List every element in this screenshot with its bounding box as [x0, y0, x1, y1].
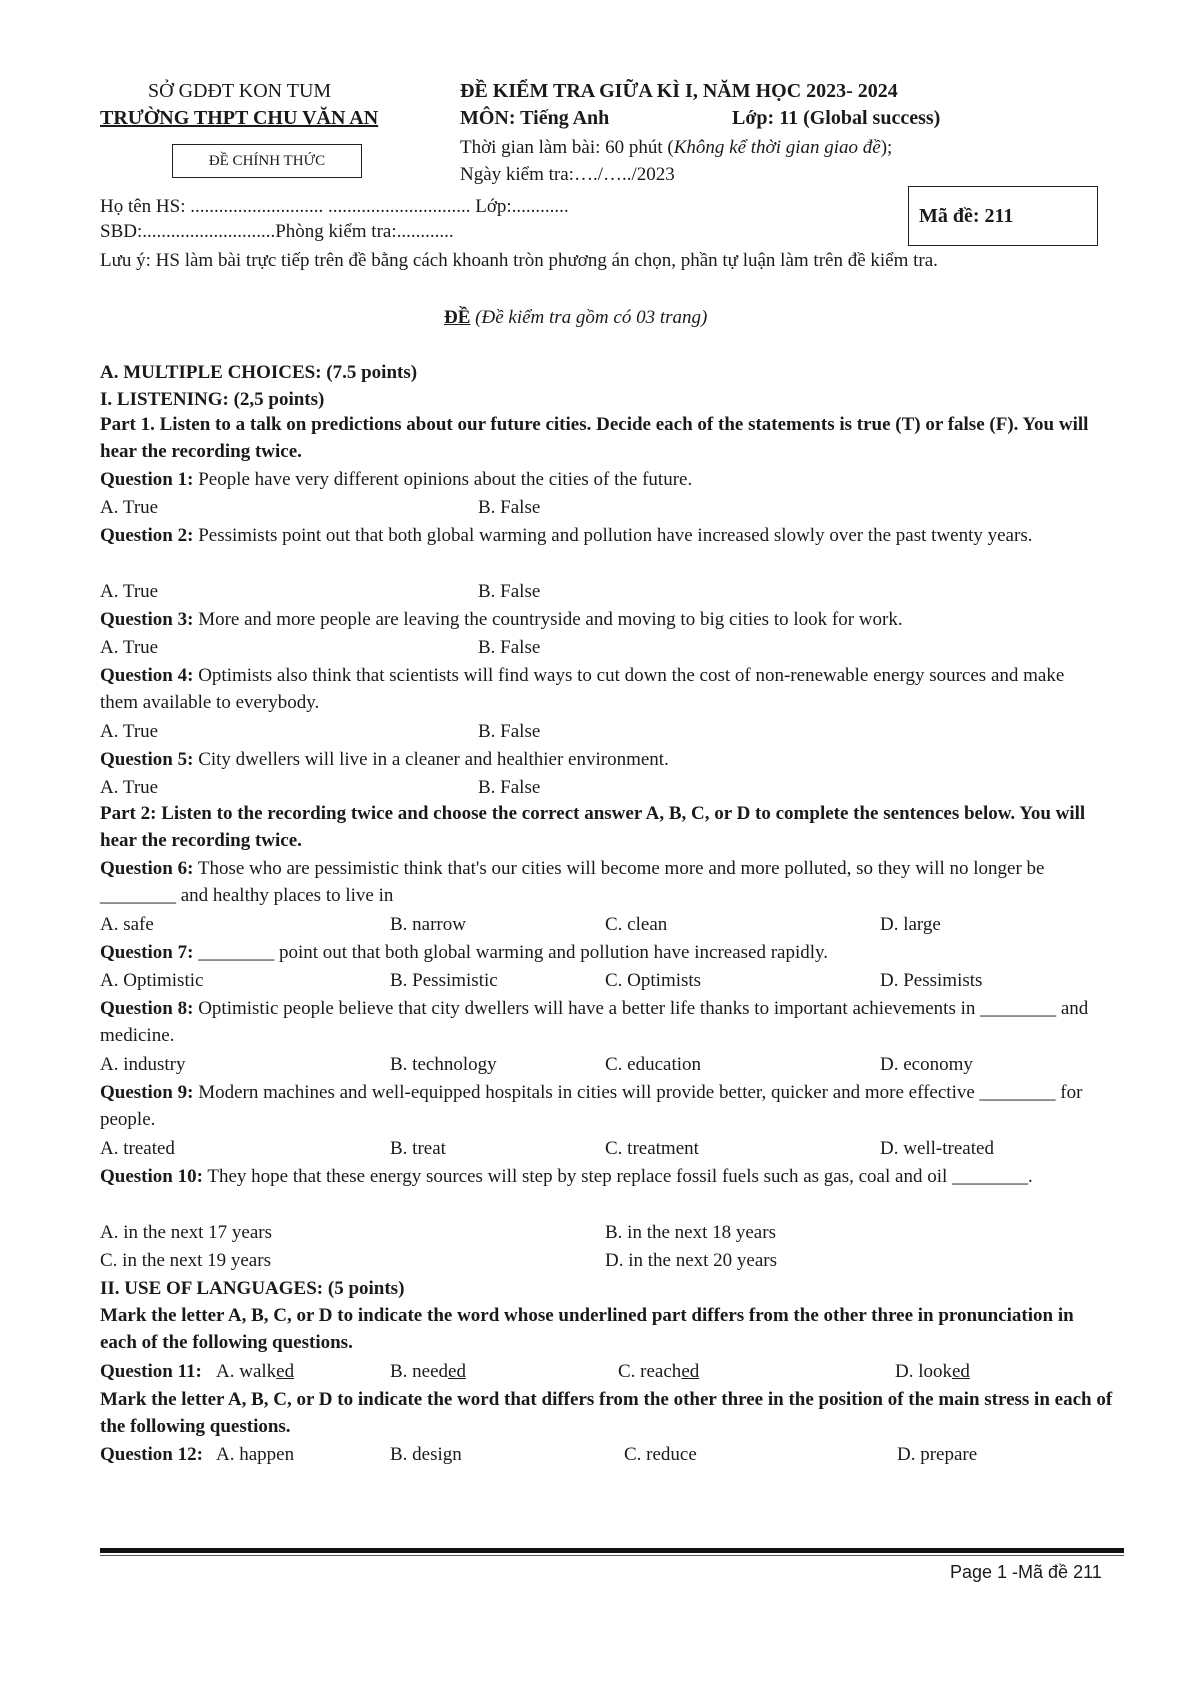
q6-option-c[interactable]: C. clean	[605, 914, 668, 935]
question-11: Question 11:	[100, 1361, 202, 1382]
question-3: Question 3: More and more people are leaving the countryside and moving to big cities to look for work.	[100, 609, 903, 630]
q6-option-b[interactable]: B. narrow	[390, 914, 466, 935]
exam-title: ĐỀ KIỂM TRA GIỮA KÌ I, NĂM HỌC 2023- 2024	[460, 80, 898, 102]
footer-rule-thin	[100, 1555, 1124, 1556]
part1-instruction: Part 1. Listen to a talk on predictions about our future cities. Decide each of the statements is true (T) or false (F). You will hear the recording twice.	[100, 414, 1089, 462]
q7-option-d[interactable]: D. Pessimists	[880, 970, 983, 991]
exam-code-box	[908, 186, 1098, 246]
department-name: SỞ GDĐT KON TUM	[148, 80, 332, 102]
student-name-field[interactable]: Họ tên HS: ............................ .............................. Lớp:............	[100, 196, 569, 217]
question-6: Question 6: Those who are pessimistic think that's our cities will become more and more polluted, so they will no longer be ________ and healthy places to live in	[100, 858, 1045, 906]
q4-option-b[interactable]: B. False	[478, 721, 541, 742]
q2-option-a[interactable]: A. True	[100, 581, 159, 602]
q3-option-a[interactable]: A. True	[100, 637, 159, 658]
question-1: Question 1: People have very different opinions about the cities of the future.	[100, 469, 693, 490]
q9-option-a[interactable]: A. treated	[100, 1138, 175, 1159]
q8-option-b[interactable]: B. technology	[390, 1054, 497, 1075]
school-name: TRƯỜNG THPT CHU VĂN AN	[100, 107, 379, 129]
student-id-field[interactable]: SBD:............................Phòng kiểm tra:............	[100, 221, 454, 242]
q1-option-a[interactable]: A. True	[100, 497, 159, 518]
q10-option-d[interactable]: D. in the next 20 years	[605, 1250, 778, 1271]
grade: Lớp: 11 (Global success)	[732, 107, 941, 129]
q6-option-d[interactable]: D. large	[880, 914, 941, 935]
question-9: Question 9: Modern machines and well-equipped hospitals in cities will provide better, quicker and more effective ________ for people.	[100, 1082, 1083, 1130]
q4-option-a[interactable]: A. True	[100, 721, 159, 742]
q5-option-b[interactable]: B. False	[478, 777, 541, 798]
part2-instruction: Part 2: Listen to the recording twice and choose the correct answer A, B, C, or D to complete the sentences below. You will hear the recording twice.	[100, 803, 1086, 851]
q9-option-b[interactable]: B. treat	[390, 1138, 446, 1159]
stress-instruction: Mark the letter A, B, C, or D to indicate the word that differs from the other three in the position of the main stress in each of the following questions.	[100, 1389, 1113, 1437]
official-box	[172, 144, 362, 178]
subject: MÔN: Tiếng Anh	[460, 107, 610, 129]
q12-option-a[interactable]: A. happen	[216, 1444, 295, 1465]
listening-heading: I. LISTENING: (2,5 points)	[100, 389, 325, 410]
q8-option-d[interactable]: D. economy	[880, 1054, 973, 1075]
q6-option-a[interactable]: A. safe	[100, 914, 154, 935]
q11-option-c[interactable]: C. reached	[618, 1361, 700, 1382]
question-5: Question 5: City dwellers will live in a cleaner and healthier environment.	[100, 749, 669, 770]
question-10: Question 10: They hope that these energy sources will step by step replace fossil fuels such as gas, coal and oil ________.	[100, 1166, 1033, 1187]
q12-option-c[interactable]: C. reduce	[624, 1444, 697, 1465]
q9-option-c[interactable]: C. treatment	[605, 1138, 699, 1159]
question-12: Question 12:	[100, 1444, 203, 1465]
q5-option-a[interactable]: A. True	[100, 777, 159, 798]
question-4: Question 4: Optimists also think that scientists will find ways to cut down the cost of non-renewable energy sources and make them available to everybody.	[100, 665, 1065, 713]
exam-code: Mã đề: 211	[919, 205, 1014, 227]
page-footer: Page 1 -Mã đề 211	[950, 1562, 1102, 1582]
q3-option-b[interactable]: B. False	[478, 637, 541, 658]
section-a-heading: A. MULTIPLE CHOICES: (7.5 points)	[100, 362, 418, 383]
q10-option-c[interactable]: C. in the next 19 years	[100, 1250, 271, 1271]
footer-rule	[100, 1548, 1124, 1553]
question-8: Question 8: Optimistic people believe that city dwellers will have a better life thanks to important achievements in ________ and medicine.	[100, 998, 1089, 1046]
use-of-languages-heading: II. USE OF LANGUAGES: (5 points)	[100, 1278, 405, 1299]
q10-option-b[interactable]: B. in the next 18 years	[605, 1222, 776, 1243]
question-2: Question 2: Pessimists point out that both global warming and pollution have increased slowly over the past twenty years.	[100, 525, 1033, 546]
q7-option-a[interactable]: A. Optimistic	[100, 970, 204, 991]
instruction-note: Lưu ý: HS làm bài trực tiếp trên đề bằng cách khoanh tròn phương án chọn, phần tự luận làm trên đề kiểm tra.	[100, 250, 938, 271]
q11-option-d[interactable]: D. looked	[895, 1361, 970, 1382]
q11-option-b[interactable]: B. needed	[390, 1361, 466, 1382]
q12-option-d[interactable]: D. prepare	[897, 1444, 978, 1465]
q2-option-b[interactable]: B. False	[478, 581, 541, 602]
q8-option-c[interactable]: C. education	[605, 1054, 702, 1075]
q12-option-b[interactable]: B. design	[390, 1444, 462, 1465]
pronunciation-instruction: Mark the letter A, B, C, or D to indicate the word whose underlined part differs from the other three in pronunciation in each of the following questions.	[100, 1305, 1074, 1353]
q1-option-b[interactable]: B. False	[478, 497, 541, 518]
exam-time: Thời gian làm bài: 60 phút (Không kể thời gian giao đề);	[460, 137, 893, 158]
q11-option-a[interactable]: A. walked	[216, 1361, 295, 1382]
q10-option-a[interactable]: A. in the next 17 years	[100, 1222, 273, 1243]
q7-option-c[interactable]: C. Optimists	[605, 970, 702, 991]
q7-option-b[interactable]: B. Pessimistic	[390, 970, 498, 991]
exam-pages-note: ĐỀ (Đề kiểm tra gồm có 03 trang)	[444, 307, 708, 328]
exam-date: Ngày kiểm tra:…./…../2023	[460, 164, 675, 185]
q8-option-a[interactable]: A. industry	[100, 1054, 186, 1075]
question-7: Question 7: ________ point out that both global warming and pollution have increased rapidly.	[100, 942, 829, 963]
q9-option-d[interactable]: D. well-treated	[880, 1138, 994, 1159]
official-label: ĐỀ CHÍNH THỨC	[208, 153, 326, 169]
